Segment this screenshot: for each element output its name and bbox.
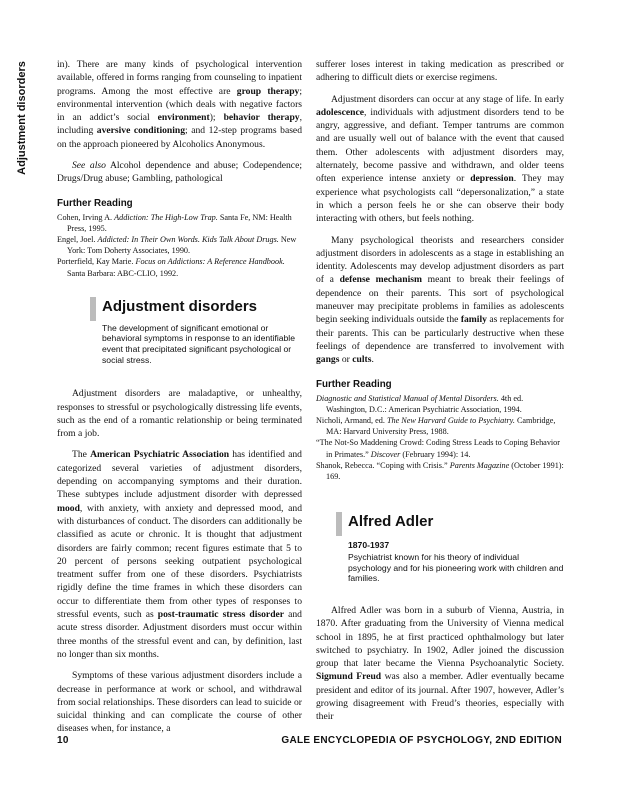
entry-bar	[90, 297, 96, 321]
text-run: , individuals with adjustment disorders tend to be angry, aggressive, and defiant. Temper tantrums are common and are usually well out of balance with the event that caused them. Other adolescents with adjustment disorders may, alternately, become passive and withdrawn, and older teens often experience intense anxiety or	[316, 106, 564, 185]
text-run: ; environmental intervention (which deals with negative factors in an addict’s social	[57, 85, 302, 124]
text-run: and acute stress disorder. Adjustment disorders must occur within three months of the stressful event and can, by definition, last no longer than six months.	[57, 609, 302, 660]
text-run: .	[371, 354, 374, 366]
entry-subtitle: Psychiatrist known for his theory of individual psychology and for his pioneering work with children and families.	[348, 552, 564, 584]
paragraph: sufferer loses interest in taking medication as prescribed or adhering to difficult diets or exercise regimens.	[316, 59, 564, 84]
bold-term: mood	[57, 502, 80, 514]
text-run: as replacements for their parents. This can be particularly destructive when these feelings of dependence are transferred to involvement with	[316, 314, 564, 352]
reference-item: Shanok, Rebecca. “Coping with Crisis.” Parents Magazine (October 1991): 169.	[316, 460, 564, 481]
paragraph	[316, 604, 564, 724]
see-also-text: Alcohol dependence and abuse; Codependence; Drugs/Drug abuse; Gambling, pathological	[57, 160, 302, 185]
bold-term: cults	[352, 354, 372, 366]
right-column	[316, 58, 564, 724]
reference-item: Cohen, Irving A. Addiction: The High-Low Trap. Santa Fe, NM: Health Press, 1995.	[57, 212, 292, 233]
reference-item: Porterfield, Kay Marie. Focus on Addictions: A Reference Handbook. Santa Barbara: ABC-CLIO, 1992.	[57, 257, 285, 278]
bold-term: American Psychiatric Association	[90, 449, 230, 461]
text-run: or	[339, 354, 353, 366]
paragraph: Adjustment disorders are maladaptive, or unhealthy, responses to stressful or psychologically distressing life events, such as the end of a romantic relationship or being terminated from a job.	[57, 388, 302, 440]
entry-subtitle: The development of significant emotional or behavioral symptoms in response to an identifiable event that precipitated significant psychological or social stress.	[102, 322, 295, 365]
reference-item: Engel, Joel. Addicted: In Their Own Words. Kids Talk About Drugs. New York: Tom Doherty Associates, 1990.	[57, 235, 297, 256]
entry-header	[316, 512, 564, 536]
page-number: 10	[57, 735, 69, 746]
reference-item: “The Not-So Maddening Crowd: Coding Stress Leads to Coping Behavior in Primates.” Discover (February 1994): 14.	[316, 438, 561, 459]
text-run: . They may experience what psychologists call “depersonalization,” a state in which a person feels he or she can observe their body interacting with others, but feels nothing.	[316, 173, 564, 225]
running-head-text: Adjustment disorders	[16, 61, 28, 175]
entry-dates: 1870-1937	[348, 540, 390, 551]
bold-term: depression	[470, 173, 514, 185]
bold-term: gangs	[316, 354, 340, 366]
bold-term: family	[460, 314, 487, 326]
entry-adjustment-disorders	[57, 297, 302, 365]
entry-alfred-adler	[316, 512, 564, 584]
left-column	[57, 58, 302, 736]
text-run: meant to break their feelings of dependence on their parents. This sort of psychological maneuver may precipitate problems in families as adolescents begin seeking individuals outside the	[316, 274, 565, 326]
text-run: has identified and categorized several varieties of adjustment disorders, depending on accompanying symptoms and their duration. These subtypes include adjustment disorder with depressed	[57, 449, 302, 501]
paragraph	[316, 93, 564, 226]
text-run: , with anxiety, with anxiety and depressed mood, and with disturbances of conduct. The disorders can additionally be classified as acute or chronic. It is thought that adjustment disorders are fairly common; recent figures estimate that 5 to 20 percent of persons seeking outpatient psychological treatment suffer from one of these disorders. Psychiatrists rigidly define the time frames in which these disorders can occur to differentiate them from other types of responses to stressful events, such as	[57, 502, 302, 621]
bold-term: Sigmund Freud	[316, 671, 382, 683]
reference-item: Diagnostic and Statistical Manual of Mental Disorders. 4th ed. Washington, D.C.: American Psychiatric Association, 1994.	[316, 393, 524, 414]
see-also-label: See also	[72, 160, 106, 172]
see-also	[57, 159, 302, 186]
paragraph: Symptoms of these various adjustment disorders include a decrease in performance at work or school, and withdrawal from social relationships. These disorders can lead to suicide or suicidal thinking and can complicate the course of other diseases when, for instance, a	[57, 670, 302, 735]
bold-term: adolescence	[316, 106, 364, 118]
paragraph	[57, 448, 302, 661]
bold-term: behavior therapy	[223, 112, 300, 124]
running-head	[14, 60, 34, 180]
text-run: ; and 12-step programs based on the approach pioneered by Alcoholics Anonymous.	[57, 125, 302, 150]
bold-term: aversive conditioning	[96, 125, 186, 137]
book-title: GALE ENCYCLOPEDIA OF PSYCHOLOGY, 2ND EDITION	[281, 735, 562, 746]
bold-term: defense mechanism	[339, 274, 422, 286]
reference-list	[57, 212, 302, 279]
text-run: was also a member. Adler eventually became president and editor of its journal. After 1907, however, Adler’s growing disagreement with Freud’s theories, especially with their	[316, 671, 564, 723]
bold-term: environment	[157, 112, 210, 124]
bold-term: post-traumatic stress disorder	[157, 609, 285, 621]
further-reading-heading: Further Reading	[57, 197, 133, 209]
paragraph	[316, 234, 564, 367]
paragraph	[57, 58, 302, 151]
text-run: );	[209, 112, 224, 124]
entry-bar	[336, 512, 342, 536]
further-reading-heading: Further Reading	[316, 378, 392, 390]
entry-title: Adjustment disorders	[102, 297, 258, 315]
bold-term: group therapy	[236, 85, 300, 97]
text-run: Adjustment disorders can occur at any stage of life. In early	[331, 93, 564, 105]
text-run: Alfred Adler was born in a suburb of Vienna, Austria, in 1870. After graduating from the University of Vienna medical school in 1895, he at first practiced ophthalmology but later switched to psychiatry. In 1902, Adler joined the discussion group that later became the Vienna Psychoanalytic Society.	[316, 604, 564, 670]
text-run: , including	[57, 112, 302, 137]
reference-list	[316, 393, 564, 483]
text-run: Many psychological theorists and researchers consider adjustment disorders in adolescents as a stage in establishing an identity. Adolescents may develop adjustment disorders as part of a	[316, 234, 564, 286]
reference-item: Nicholi, Armand, ed. The New Harvard Guide to Psychiatry. Cambridge, MA: Harvard University Press, 1988.	[316, 415, 556, 437]
page-footer	[57, 735, 562, 746]
entry-header	[57, 297, 302, 321]
entry-title: Alfred Adler	[348, 513, 434, 531]
text-run: in). There are many kinds of psychological intervention available, offered in forms ranging from counseling to inpatient programs. Among the most effective are	[57, 59, 302, 97]
text-run: The	[72, 449, 91, 461]
